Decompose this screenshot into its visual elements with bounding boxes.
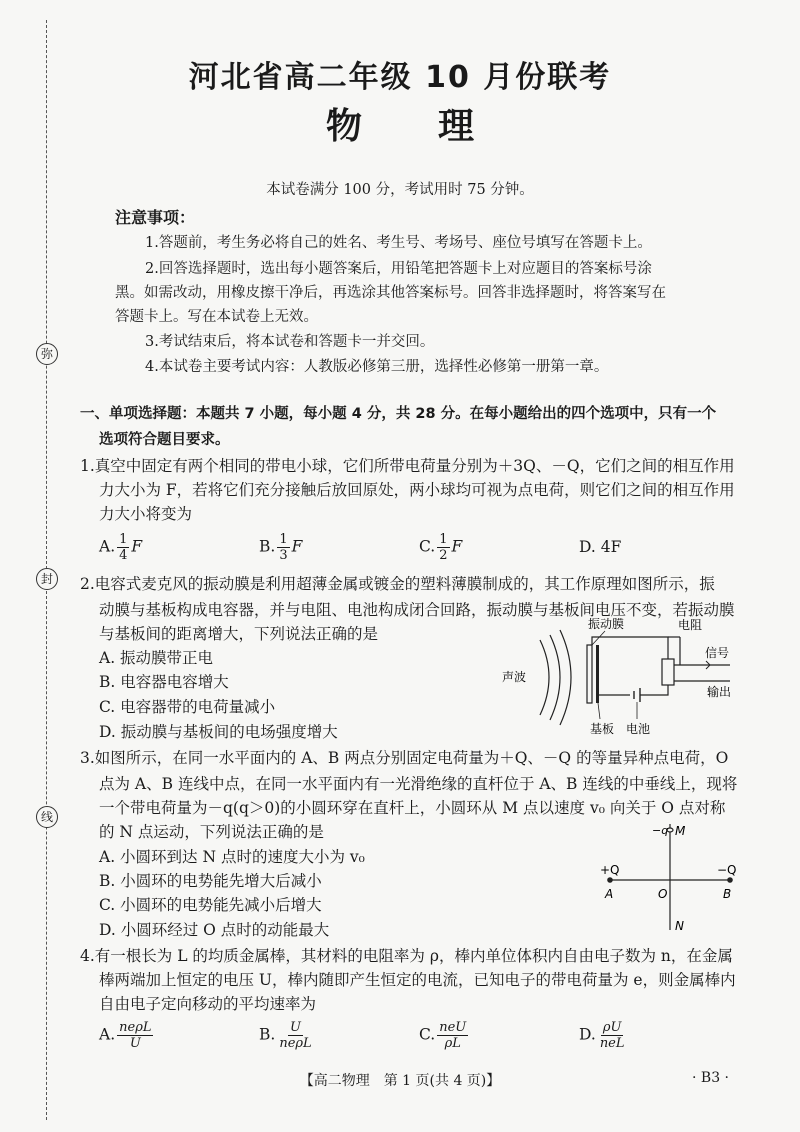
microphone-circuit-diagram [500, 615, 750, 740]
q4-option-a: A. $\frac{\text{neρL}}{U}$ [99, 1020, 152, 1051]
seal-mark-feng: 封 [36, 568, 58, 590]
sound-wave-arc-1 [540, 640, 549, 715]
subject-char-1: 物 [325, 106, 362, 147]
q1-option-b: B. $\frac{1}{3}$ F [259, 532, 303, 563]
membrane-label: 振动膜 [588, 617, 625, 631]
q4-option-d: D. $\frac{\rho U}{\text{neL}}$ [579, 1020, 625, 1051]
exam-title: 河北省高二年级 10 月份联考 [188, 60, 612, 95]
charge-diagram [595, 818, 745, 936]
q1-option-a: A. $\frac{1}{4}$ F [99, 532, 143, 563]
seal-mark-xian: 线 [36, 806, 58, 828]
q3-line-1: 3.如图所示，在同一水平面内的 A、B 两点分别固定电荷量为＋Q、－Q 的等量异种点电荷，O [80, 749, 729, 767]
exam-info: 本试卷满分 100 分，考试用时 75 分钟。 [266, 182, 534, 198]
output-label: 输出 [707, 685, 732, 699]
charge-b-dot [727, 877, 733, 883]
notice-line-5: 3.考试结束后，将本试卷和答题卡一并交回。 [145, 334, 435, 350]
battery-label: 电池 [626, 722, 651, 736]
notice-line-4: 答题卡上。写在本试卷上无效。 [115, 309, 318, 325]
ring-charge-label: −q [652, 824, 669, 837]
q4-line-1: 4.有一根长为 L 的均质金属棒，其材料的电阻率为 ρ，棒内单位体积内自由电子数为 n，在金属 [80, 947, 733, 965]
resistor-shape [662, 659, 674, 685]
charge-a-dot [607, 877, 613, 883]
q4-line-2: 棒两端加上恒定的电压 U，棒内随即产生恒定的电流，已知电子的带电荷量为 e，则金属棒内 [99, 971, 736, 989]
q4-option-b: B. $\frac{U}{\text{neρL}}$ [259, 1020, 312, 1051]
q1-option-d: D. 4F [579, 538, 622, 556]
plate-label: 基板 [590, 722, 615, 736]
membrane-shape [587, 645, 592, 703]
notice-line-3: 黑。如需改动，用橡皮擦干净后，再选涂其他答案标号。回答非选择题时，将答案写在 [115, 285, 666, 301]
q2-line-3: 与基板间的距离增大，下列说法正确的是 [99, 625, 379, 643]
point-n-label: N [675, 919, 684, 933]
q2-option-d: D. 振动膜与基板间的电场强度增大 [99, 723, 338, 741]
q2-option-c: C. 电容器带的电荷量减小 [99, 698, 276, 716]
q2-option-a: A. 振动膜带正电 [99, 649, 214, 667]
q3-option-b: B. 小圆环的电势能先增大后减小 [99, 872, 322, 890]
q3-option-d: D. 小圆环经过 O 点时的动能最大 [99, 921, 330, 939]
point-b-label: B [723, 887, 732, 901]
q4-line-3: 自由电子定向移动的平均速率为 [99, 995, 317, 1013]
signal-label: 信号 [705, 646, 730, 660]
charge-minus-q-label: −Q [717, 863, 737, 877]
seal-mark-mi: 弥 [36, 343, 58, 365]
q1-line-2: 力大小为 F，若将它们充分接触后放回原处，两小球均可视为点电荷，则它们之间的相互作用 [99, 481, 735, 499]
point-o-label: O [658, 887, 668, 901]
page-footer: 【高二物理 第 1 页(共 4 页)】 [299, 1073, 501, 1089]
notice-line-2: 2.回答选择题时，选出每小题答案后，用铅笔把答题卡上对应题目的答案标号涂 [145, 261, 652, 277]
q2-option-b: B. 电容器电容增大 [99, 673, 229, 691]
q1-line-1: 1.真空中固定有两个相同的带电小球，它们所带电荷量分别为＋3Q、－Q，它们之间的相互作用 [80, 457, 735, 475]
sound-wave-arc-2 [550, 635, 560, 720]
notice-heading: 注意事项： [115, 208, 196, 227]
circuit-top-wire [592, 637, 668, 659]
notice-line-6: 4.本试卷主要考试内容：人教版必修第三册，选择性必修第一册第一章。 [145, 359, 609, 375]
q1-line-3: 力大小将变为 [99, 505, 193, 523]
q4-option-c: C. $\frac{\text{neU}}{\rho L}$ [419, 1020, 467, 1051]
subject-char-2: 理 [438, 106, 475, 147]
section-heading-line-1: 一、单项选择题：本题共 7 小题，每小题 4 分，共 28 分。在每小题给出的四个选项中，只有一个 [80, 406, 717, 422]
q3-option-c: C. 小圆环的电势能先减小后增大 [99, 896, 322, 914]
subject-title [0, 98, 800, 149]
notice-line-1: 1.答题前，考生务必将自己的姓名、考生号、考场号、座位号填写在答题卡上。 [145, 235, 652, 251]
sound-wave-arc-3 [560, 630, 571, 725]
q3-line-3: 一个带电荷量为－q(q＞0)的小圆环穿在直杆上，小圆环从 M 点以速度 v₀ 向关于 O 点对称 [99, 799, 726, 817]
q3-line-4: 的 N 点运动，下列说法正确的是 [99, 823, 324, 841]
point-m-label: M [675, 824, 686, 838]
q3-option-a: A. 小圆环到达 N 点时的速度大小为 v₀ [99, 848, 365, 866]
q2-line-1: 2.电容式麦克风的振动膜是利用超薄金属或镀金的塑料薄膜制成的，其工作原理如图所示，振 [80, 575, 715, 593]
charge-plus-q-label: +Q [600, 863, 620, 877]
point-a-label: A [605, 887, 614, 901]
section-heading-line-2: 选项符合题目要求。 [99, 432, 230, 448]
q3-line-2: 点为 A、B 连线中点，在同一水平面内有一光滑绝缘的直杆位于 A、B 连线的中垂线上，现将 [99, 775, 738, 793]
q1-option-c: C. $\frac{1}{2}$ F [419, 532, 463, 563]
paper-code: · B3 · [692, 1070, 729, 1086]
battery-shape [634, 688, 640, 702]
sound-wave-label: 声波 [502, 670, 527, 684]
q2-line-2: 动膜与基板构成电容器，并与电阻、电池构成闭合回路，振动膜与基板间电压不变，若振动膜 [99, 601, 735, 619]
plate-shape [596, 645, 599, 703]
resistor-label: 电阻 [678, 618, 703, 632]
binding-margin [0, 0, 60, 1132]
circuit-bottom-wire [597, 685, 668, 703]
